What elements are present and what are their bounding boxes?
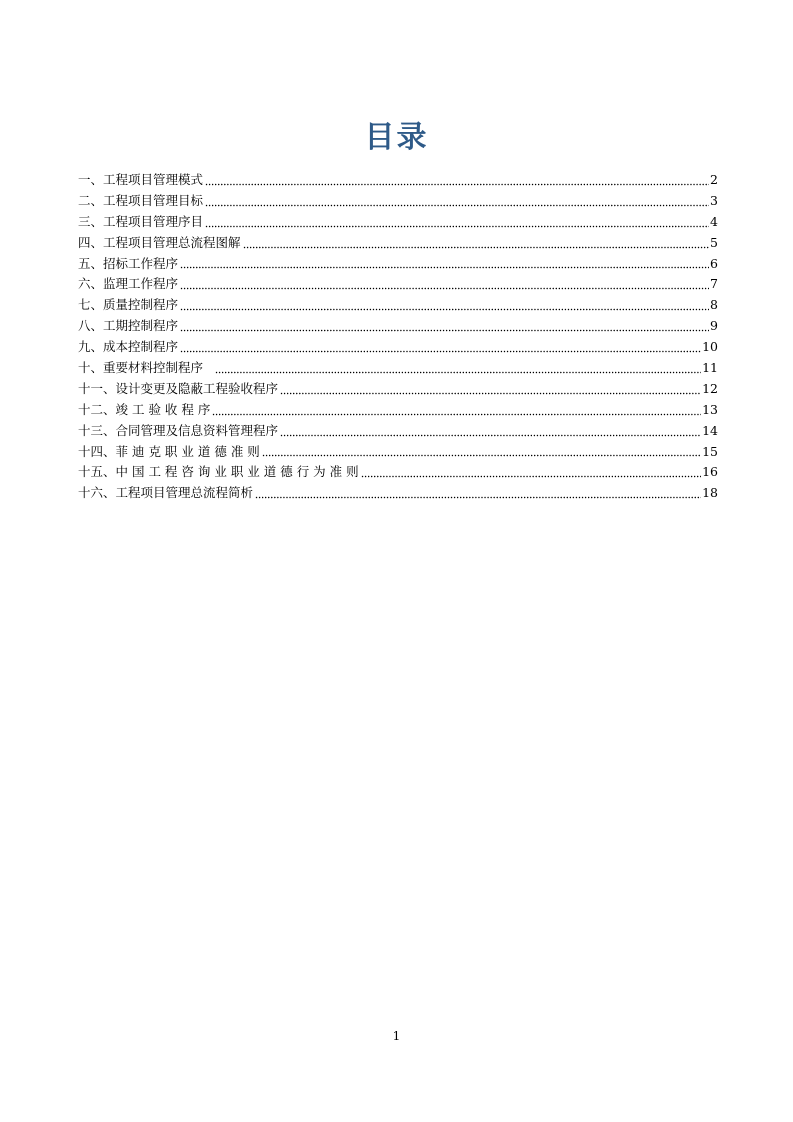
toc-entry-page: 13 — [702, 401, 718, 417]
toc-dot-leader — [215, 361, 701, 374]
toc-entry-label: 十一、设计变更及隐蔽工程验收程序 — [78, 380, 279, 396]
toc-entry[interactable] — [78, 191, 718, 212]
toc-entry-label: 十六、工程项目管理总流程简析 — [78, 485, 254, 501]
toc-entry[interactable] — [78, 483, 718, 504]
toc-entry[interactable] — [78, 233, 718, 254]
toc-entry-page: 16 — [702, 464, 718, 480]
toc-entry[interactable] — [78, 337, 718, 358]
toc-entry-page: 4 — [710, 213, 718, 229]
toc-dot-leader — [180, 298, 709, 311]
toc-entry[interactable] — [78, 400, 718, 421]
toc-entry-label: 七、质量控制程序 — [78, 297, 179, 313]
toc-dot-leader — [180, 319, 709, 332]
toc-entry[interactable] — [78, 316, 718, 337]
toc-entry[interactable] — [78, 274, 718, 295]
toc-entry[interactable] — [78, 295, 718, 316]
toc-dot-leader — [361, 465, 701, 478]
toc-dot-leader — [205, 173, 709, 186]
toc-dot-leader — [212, 403, 701, 416]
toc-entry-page: 10 — [702, 339, 718, 355]
toc-dot-leader — [262, 444, 701, 457]
toc-entry[interactable] — [78, 462, 718, 483]
toc-entry-page: 2 — [710, 171, 718, 187]
toc-dot-leader — [280, 382, 701, 395]
toc-dot-leader — [205, 215, 709, 228]
toc-entry[interactable] — [78, 254, 718, 275]
toc-entry-page: 15 — [702, 443, 718, 459]
toc-entry-label: 一、工程项目管理模式 — [78, 171, 204, 187]
toc-dot-leader — [205, 194, 709, 207]
toc-entry[interactable] — [78, 358, 718, 379]
page-number: 1 — [392, 1029, 401, 1043]
toc-entry-page: 7 — [710, 276, 718, 292]
toc-entry-page: 12 — [702, 380, 718, 396]
toc-entry[interactable] — [78, 170, 718, 191]
toc-entry[interactable] — [78, 421, 718, 442]
toc-entry-label: 六、监理工作程序 — [78, 276, 179, 292]
toc-entry-label: 二、工程项目管理目标 — [78, 192, 204, 208]
toc-dot-leader — [243, 236, 710, 249]
toc-entry-label: 五、招标工作程序 — [78, 255, 179, 271]
toc-entry-label: 十四、菲 迪 克 职 业 道 德 准 则 — [78, 443, 260, 459]
toc-entry-page: 11 — [702, 360, 718, 375]
toc-entry-page: 14 — [702, 422, 718, 438]
toc-entry-label: 九、成本控制程序 — [78, 339, 179, 355]
toc-dot-leader — [180, 256, 709, 269]
toc-entry-label: 八、工期控制程序 — [78, 318, 179, 334]
page-title: 目录 — [364, 120, 429, 155]
toc-entry[interactable] — [78, 379, 718, 400]
toc-dot-leader — [180, 340, 701, 353]
toc-entry-label: 十、重要材料控制程序 — [78, 360, 204, 375]
toc-entry-label: 十五、中 国 工 程 咨 询 业 职 业 道 德 行 为 准 则 — [78, 464, 359, 480]
toc-entry-label: 十三、合同管理及信息资料管理程序 — [78, 422, 279, 438]
toc-entry-label: 十二、竣 工 验 收 程 序 — [78, 401, 211, 417]
toc-entry-page: 6 — [710, 255, 718, 271]
toc-entry-page: 8 — [710, 297, 718, 313]
toc-entry-label: 三、工程项目管理序目 — [78, 213, 204, 229]
toc-entry-page: 3 — [710, 192, 718, 208]
toc-entry-page: 5 — [710, 234, 718, 250]
toc-dot-leader — [255, 486, 701, 499]
toc-entry-label: 四、工程项目管理总流程图解 — [78, 234, 241, 250]
toc-entry-page: 18 — [702, 485, 718, 501]
table-of-contents — [78, 170, 718, 504]
toc-dot-leader — [280, 424, 701, 437]
toc-entry[interactable] — [78, 442, 718, 463]
toc-entry[interactable] — [78, 212, 718, 233]
toc-entry-page: 9 — [710, 318, 718, 334]
toc-dot-leader — [180, 277, 709, 290]
